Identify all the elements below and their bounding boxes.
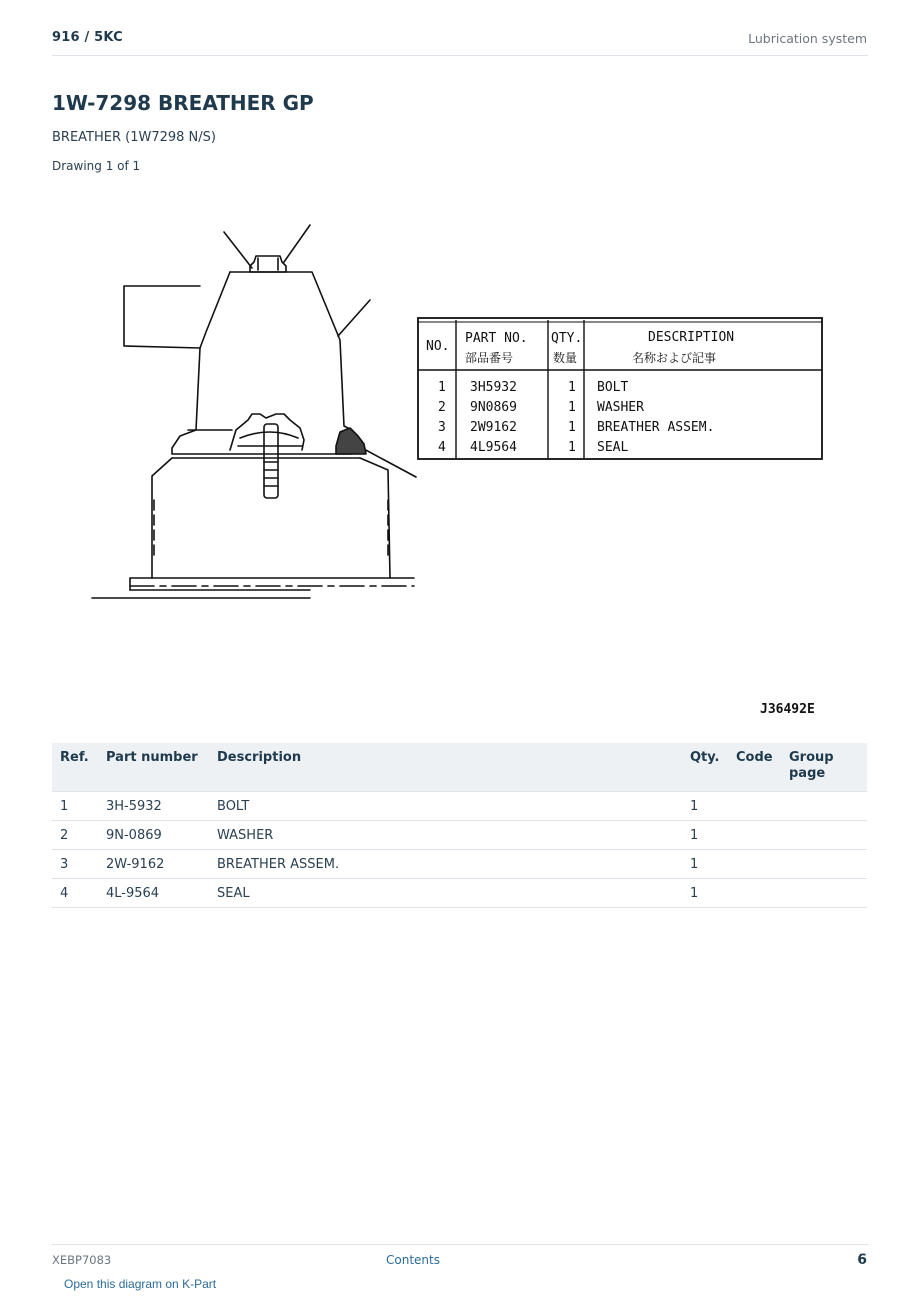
footer-divider (52, 1244, 868, 1245)
cell-qty: 1 (682, 821, 728, 850)
page-title: 1W-7298 BREATHER GP (52, 91, 314, 115)
page-number: 6 (857, 1252, 867, 1268)
header-code: Code (728, 743, 781, 792)
diagram-row-no: 4 (438, 440, 446, 455)
diagram-row-desc: BREATHER ASSEM. (597, 420, 715, 435)
diagram-header-no: NO. (426, 339, 450, 354)
diagram-header-part-jp: 部品番号 (465, 351, 514, 365)
diagram-row-no: 3 (438, 420, 446, 435)
cell-code (728, 792, 781, 821)
diagram-row-qty: 1 (568, 380, 576, 395)
header-qty: Qty. (682, 743, 728, 792)
cell-ref: 4 (52, 879, 98, 908)
diagram-header-qty: QTY. (551, 331, 583, 346)
cell-description: WASHER (209, 821, 682, 850)
cell-code (728, 879, 781, 908)
header-description: Description (209, 743, 682, 792)
table-row (52, 879, 867, 908)
parts-diagram (0, 180, 920, 740)
diagram-row-desc: BOLT (597, 380, 629, 395)
drawing-label: Drawing 1 of 1 (52, 159, 141, 173)
drawing-code: J36492E (760, 702, 815, 717)
diagram-row-part: 2W9162 (470, 420, 517, 435)
cell-part-number: 3H-5932 (98, 792, 209, 821)
parts-table (52, 743, 867, 908)
header-ref: Ref. (52, 743, 98, 792)
cell-ref: 1 (52, 792, 98, 821)
cell-ref: 3 (52, 850, 98, 879)
cell-part-number: 2W-9162 (98, 850, 209, 879)
cell-part-number: 9N-0869 (98, 821, 209, 850)
cell-code (728, 821, 781, 850)
cell-group-page (781, 879, 867, 908)
footer-doc-id: XEBP7083 (52, 1253, 112, 1267)
table-row (52, 850, 867, 879)
table-row (52, 821, 867, 850)
diagram-row-part: 9N0869 (470, 400, 517, 415)
cell-qty: 1 (682, 879, 728, 908)
open-in-kpart-link[interactable]: Open this diagram on K-Part (64, 1277, 217, 1291)
diagram-row-part: 3H5932 (470, 380, 517, 395)
diagram-row-part: 4L9564 (470, 440, 517, 455)
header-section: Lubrication system (748, 31, 867, 46)
cell-qty: 1 (682, 792, 728, 821)
header-divider (52, 55, 868, 56)
page-subtitle: BREATHER (1W7298 N/S) (52, 130, 216, 145)
diagram-header-part: PART NO. (465, 331, 528, 346)
cell-description: BREATHER ASSEM. (209, 850, 682, 879)
cell-description: BOLT (209, 792, 682, 821)
table-row (52, 792, 867, 821)
cell-group-page (781, 792, 867, 821)
header-part-number: Part number (98, 743, 209, 792)
contents-link[interactable]: Contents (386, 1253, 440, 1267)
diagram-row-no: 2 (438, 400, 446, 415)
diagram-row-no: 1 (438, 380, 446, 395)
cell-ref: 2 (52, 821, 98, 850)
cell-description: SEAL (209, 879, 682, 908)
header-group-page: Group page (781, 743, 867, 792)
diagram-row-qty: 1 (568, 440, 576, 455)
cell-qty: 1 (682, 850, 728, 879)
breather-drawing (92, 225, 416, 598)
diagram-row-qty: 1 (568, 420, 576, 435)
diagram-row-desc: SEAL (597, 440, 629, 455)
header-model: 916 / 5KC (52, 30, 123, 45)
diagram-row-desc: WASHER (597, 400, 644, 415)
cell-group-page (781, 821, 867, 850)
diagram-header-desc-jp: 名称および記事 (632, 351, 717, 365)
cell-group-page (781, 850, 867, 879)
diagram-row-qty: 1 (568, 400, 576, 415)
parts-table-header (52, 743, 867, 792)
cell-part-number: 4L-9564 (98, 879, 209, 908)
diagram-header-desc: DESCRIPTION (648, 330, 735, 345)
cell-code (728, 850, 781, 879)
diagram-header-qty-jp: 数量 (553, 351, 578, 365)
